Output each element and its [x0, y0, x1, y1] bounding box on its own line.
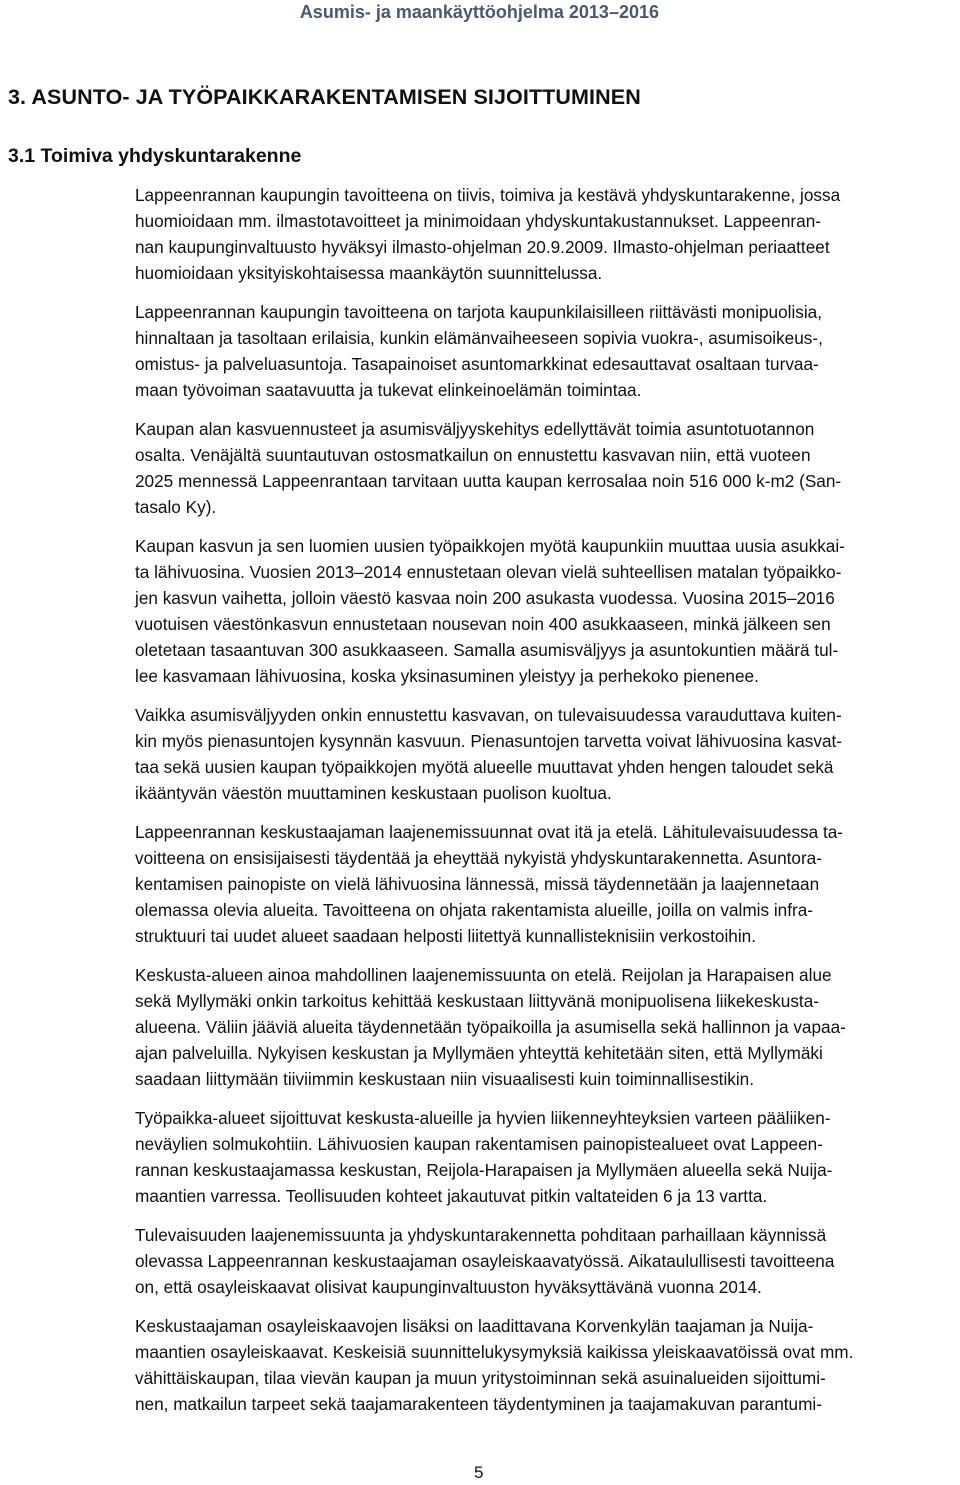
paragraph-line: maantien varressa. Teollisuuden kohteet jakautuvat pitkin valtateiden 6 ja 13 vartta.	[135, 1186, 768, 1206]
paragraph-line: olevassa Lappeenrannan keskustaajaman osayleiskaavatyössä. Aikataulullisesti tavoitteena	[135, 1251, 835, 1271]
paragraph-line: Kaupan alan kasvuennusteet ja asumisväljyyskehitys edellyttävät toimia asuntotuotannon	[135, 419, 815, 439]
paragraph-line: saadaan liittymään tiiviimmin keskustaan niin visuaalisesti kuin toiminnallisestikin.	[135, 1069, 755, 1089]
paragraph-line: omistus- ja palveluasuntoja. Tasapainoiset asuntomarkkinat edesauttavat osaltaan turvaa-	[135, 354, 819, 374]
body-text	[135, 182, 953, 1430]
paragraph-line: voitteena on ensisijaisesti täydentää ja eheyttää nykyistä yhdyskuntarakennetta. Asuntora-	[135, 848, 822, 868]
paragraph-line: Vaikka asumisväljyyden onkin ennustettu kasvavan, on tulevaisuudessa varauduttava kuiten-	[135, 705, 842, 725]
paragraph-line: on, että osayleiskaavat olisivat kaupunginvaltuuston hyväksyttävänä vuonna 2014.	[135, 1277, 762, 1297]
paragraph-line: ajan palveluilla. Nykyisen keskustan ja Myllymäen yhteyttä kehitetään siten, että Myllymäki	[135, 1043, 823, 1063]
body-paragraph	[135, 1313, 953, 1417]
body-paragraph	[135, 1222, 953, 1300]
paragraph-line: tasalo Ky).	[135, 497, 217, 517]
paragraph-line: huomioidaan mm. ilmastotavoitteet ja minimoidaan yhdyskuntakustannukset. Lappeenran-	[135, 211, 821, 231]
paragraph-line: osalta. Venäjältä suuntautuvan ostosmatkailun on ennustettu kasvavan niin, että vuoteen	[135, 445, 811, 465]
paragraph-line: Lappeenrannan kaupungin tavoitteena on tarjota kaupunkilaisilleen riittävästi monipuolisia,	[135, 302, 823, 322]
paragraph-line: ikääntyvän väestön muuttaminen keskustaan puolison kuoltua.	[135, 783, 612, 803]
paragraph-line: nan kaupunginvaltuusto hyväksyi ilmasto-ohjelman 20.9.2009. Ilmasto-ohjelman periaatteet	[135, 237, 830, 257]
paragraph-line: maantien osayleiskaavat. Keskeisiä suunnittelukysymyksiä kaikissa yleiskaavatöissä ovat mm.	[135, 1342, 854, 1362]
body-paragraph	[135, 819, 953, 949]
subsection-heading: 3.1 Toimiva yhdyskuntarakenne	[8, 145, 302, 167]
paragraph-line: Työpaikka-alueet sijoittuvat keskusta-alueille ja hyvien liikenneyhteyksien varteen pääliiken-	[135, 1108, 831, 1128]
page-number: 5	[474, 1463, 484, 1482]
running-header-title: Asumis- ja maankäyttöohjelma 2013–2016	[299, 2, 659, 22]
body-paragraph	[135, 182, 953, 286]
paragraph-line: vähittäiskaupan, tilaa vievän kaupan ja muun yritystoiminnan sekä asuinalueiden sijoittumi-	[135, 1368, 826, 1388]
paragraph-line: hinnaltaan ja tasoltaan erilaisia, kunkin elämänvaiheeseen sopivia vuokra-, asumisoikeus-,	[135, 328, 823, 348]
paragraph-line: Lappeenrannan kaupungin tavoitteena on tiivis, toimiva ja kestävä yhdyskuntarakenne, jossa	[135, 185, 841, 205]
paragraph-line: Keskustaajaman osayleiskaavojen lisäksi on laadittavana Korvenkylän taajaman ja Nuija-	[135, 1316, 814, 1336]
body-paragraph	[135, 1105, 953, 1209]
paragraph-line: kin myös pienasuntojen kysynnän kasvuun. Pienasuntojen tarvetta voivat lähivuosina kasvat-	[135, 731, 843, 751]
paragraph-line: struktuuri tai uudet alueet saadaan helposti liitettyä kunnallisteknisiin verkostoihin.	[135, 926, 757, 946]
body-paragraph	[135, 416, 953, 520]
body-paragraph	[135, 702, 953, 806]
paragraph-line: kentamisen painopiste on vielä lähivuosina lännessä, missä täydennetään ja laajennetaan	[135, 874, 820, 894]
paragraph-line: nen, matkailun tarpeet sekä taajamarakenteen täydentyminen ja taajamakuvan parantumi-	[135, 1394, 822, 1414]
paragraph-line: Keskusta-alueen ainoa mahdollinen laajenemissuunta on etelä. Reijolan ja Harapaisen alue	[135, 965, 832, 985]
paragraph-line: huomioidaan yksityiskohtaisessa maankäytön suunnittelussa.	[135, 263, 603, 283]
paragraph-line: jen kasvun vaihetta, jolloin väestö kasvaa noin 200 asukasta vuodessa. Vuosina 2015–2016	[135, 588, 835, 608]
paragraph-line: lee kasvamaan lähivuosina, koska yksinasuminen yleistyy ja perhekoko pienenee.	[135, 666, 759, 686]
paragraph-line: Lappeenrannan keskustaajaman laajenemissuunnat ovat itä ja etelä. Lähitulevaisuudessa ta-	[135, 822, 844, 842]
paragraph-line: oletetaan tasaantuvan 300 asukkaaseen. Samalla asumisväljyys ja asuntokuntien määrä tul-	[135, 640, 839, 660]
body-paragraph	[135, 533, 953, 689]
paragraph-line: olemassa olevia alueita. Tavoitteena on ohjata rakentamista alueille, joilla on valmis infra-	[135, 900, 814, 920]
paragraph-line: neväylien solmukohtiin. Lähivuosien kaupan rakentamisen painopistealueet ovat Lappeen-	[135, 1134, 823, 1154]
paragraph-line: rannan keskustaajamassa keskustan, Reijola-Harapaisen ja Myllymäen alueella sekä Nuija-	[135, 1160, 833, 1180]
paragraph-line: vuotuisen väestönkasvun ennustetaan nousevan noin 400 asukkaaseen, minkä jälkeen sen	[135, 614, 831, 634]
body-paragraph	[135, 962, 953, 1092]
paragraph-line: Tulevaisuuden laajenemissuunta ja yhdyskuntarakennetta pohditaan parhaillaan käynnissä	[135, 1225, 827, 1245]
paragraph-line: taa sekä uusien kaupan työpaikkojen myötä alueelle muuttavat yhden hengen taloudet sekä	[135, 757, 834, 777]
paragraph-line: Kaupan kasvun ja sen luomien uusien työpaikkojen myötä kaupunkiin muuttaa uusia asukkai-	[135, 536, 845, 556]
paragraph-line: maan työvoiman saatavuutta ja tukevat elinkeinoelämän toimintaa.	[135, 380, 642, 400]
body-paragraph	[135, 299, 953, 403]
paragraph-line: ta lähivuosina. Vuosien 2013–2014 ennustetaan olevan vielä suhteellisen matalan työpaikko-	[135, 562, 842, 582]
section-heading: 3. ASUNTO- JA TYÖPAIKKARAKENTAMISEN SIJOITTUMINEN	[8, 85, 641, 109]
paragraph-line: alueena. Väliin jääviä alueita täydennetään työpaikoilla ja asumisella sekä hallinnon ja vapaa-	[135, 1017, 846, 1037]
paragraph-line: sekä Myllymäki onkin tarkoitus kehittää keskustaan liittyvänä monipuolisena liikekeskusta-	[135, 991, 819, 1011]
paragraph-line: 2025 mennessä Lappeenrantaan tarvitaan uutta kaupan kerrosalaa noin 516 000 k-m2 (San-	[135, 471, 842, 491]
